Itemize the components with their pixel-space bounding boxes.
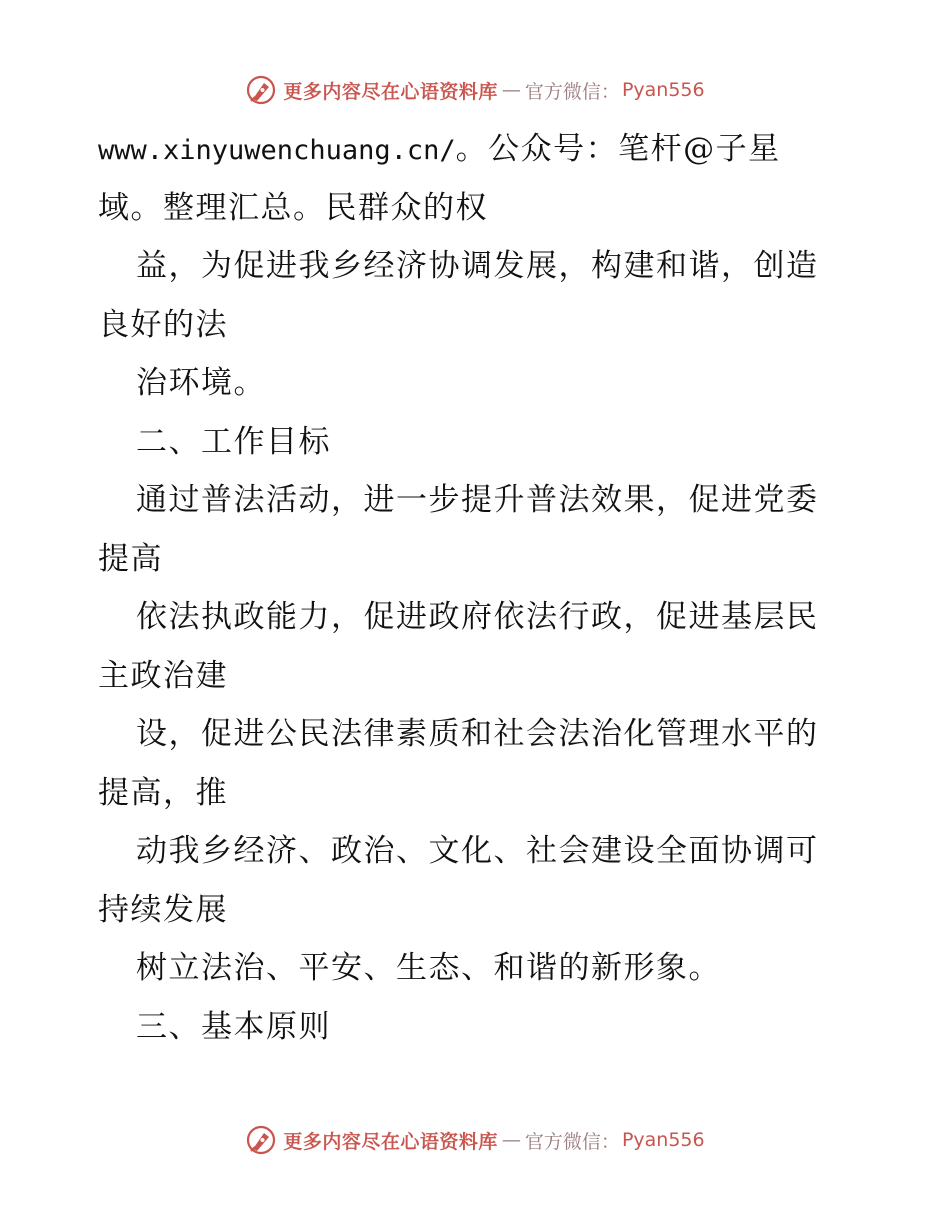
document-line: 持续发展 — [98, 891, 228, 928]
document-line: 通过普法活动，进一步提升普法效果，促进党委 — [136, 482, 819, 518]
banner-wechat-id: Pyan556 — [621, 79, 705, 101]
banner-wechat-id: Pyan556 — [621, 1129, 705, 1151]
section-heading: 三、基本原则 — [136, 1008, 331, 1045]
banner-main-text: 更多内容尽在心语资料库 — [283, 80, 498, 103]
banner-separator: — — [501, 1129, 521, 1151]
document-line: 益，为促进我乡经济协调发展，构建和谐，创造 — [136, 248, 819, 284]
document-line — [98, 120, 858, 179]
source-url: www.xinyuwenchuang.cn/ — [98, 135, 456, 166]
document-line: 良好的法 — [98, 306, 228, 343]
pen-nib-logo-icon — [245, 74, 277, 106]
document-line: 依法执政能力，促进政府依法行政，促进基层民 — [136, 599, 819, 635]
footer-banner — [0, 1120, 950, 1160]
document-line: 域。整理汇总。民群众的权 — [98, 189, 488, 226]
document-line: 设，促进公民法律素质和社会法治化管理水平的 — [136, 716, 819, 752]
document-line: 提高，推 — [98, 774, 228, 811]
banner-main-text: 更多内容尽在心语资料库 — [283, 1130, 498, 1153]
document-line: 治环境。 — [136, 365, 266, 401]
pen-nib-logo-icon — [245, 1124, 277, 1156]
document-line: 主政治建 — [98, 657, 228, 694]
document-line: 提高 — [98, 540, 163, 577]
section-heading: 二、工作目标 — [136, 423, 331, 460]
document-body — [98, 120, 858, 1056]
banner-wechat-label: 官方微信： — [524, 80, 620, 103]
line1-rest: 。公众号：笔杆@子星 — [455, 131, 781, 167]
header-banner — [0, 70, 950, 110]
banner-wechat-label: 官方微信： — [524, 1130, 620, 1153]
document-line: 动我乡经济、政治、文化、社会建设全面协调可 — [136, 833, 819, 869]
banner-separator: — — [501, 79, 521, 101]
document-line: 树立法治、平安、生态、和谐的新形象。 — [136, 950, 721, 986]
